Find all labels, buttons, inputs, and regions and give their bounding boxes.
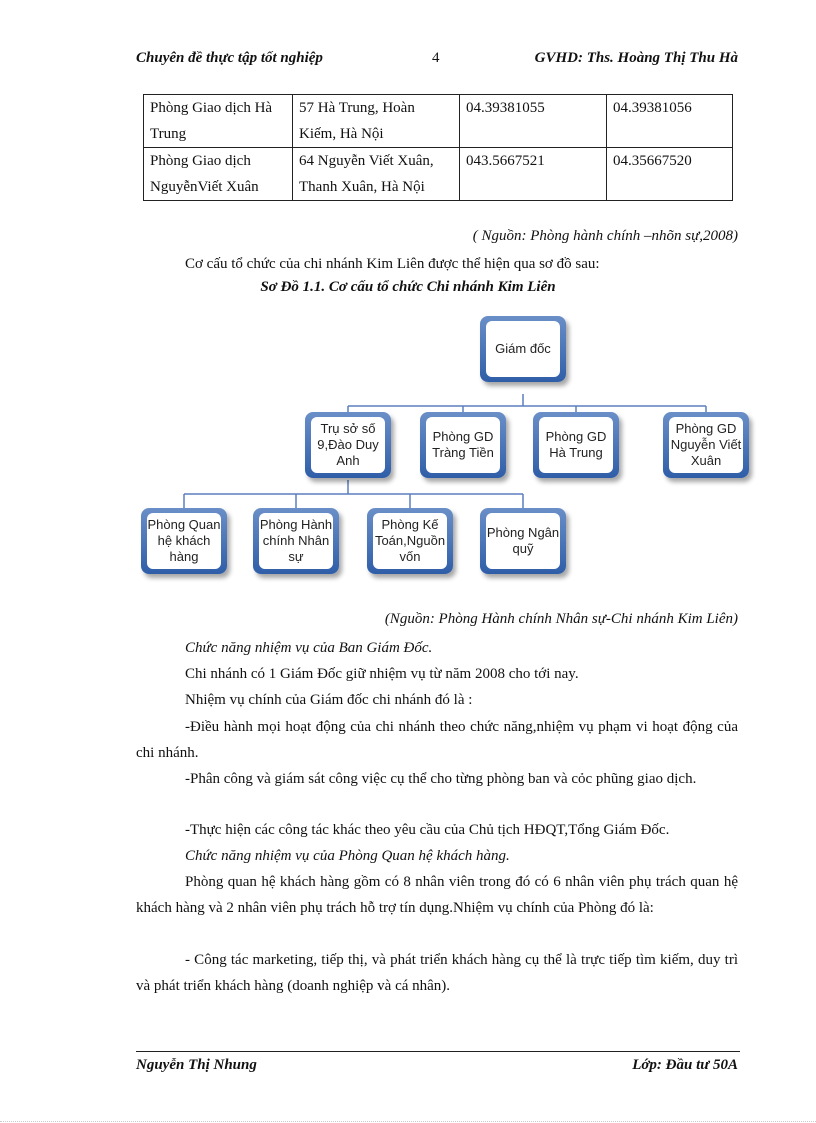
- footer-divider: [136, 1051, 740, 1052]
- paragraph: Chi nhánh có 1 Giám Đốc giữ nhiệm vụ từ năm 2008 cho tới nay.: [185, 666, 579, 682]
- paragraph: Phòng quan hệ khách hàng gồm có 8 nhân viên trong đó có 6 nhân viên phụ trách quan hệ khách hàng và 2 nhân viên phụ trách hỗ trợ tín dụng.Nhiệm vụ chính của Phòng đó là:: [136, 874, 738, 916]
- org-chart: [130, 312, 770, 592]
- header-supervisor: GVHD: Ths. Hoàng Thị Thu Hà: [534, 50, 738, 66]
- section-heading: Chức năng nhiệm vụ của Ban Giám Đốc.: [185, 640, 433, 656]
- table-cell: 04.39381055: [460, 95, 607, 148]
- table-cell: Phòng Giao dịch Hà Trung: [144, 95, 293, 148]
- page-edge-divider: [0, 1121, 816, 1122]
- page-footer: [136, 1057, 738, 1077]
- paragraph: -Phân công và giám sát công việc cụ thể cho từng phòng ban và cỏc phũng giao dịch.: [185, 771, 697, 787]
- table-cell: Phòng Giao dịch NguyễnViết Xuân: [144, 148, 293, 201]
- diagram-source: (Nguồn: Phòng Hành chính Nhân sự-Chi nhánh Kim Liên): [384, 611, 738, 627]
- page-number: 4: [432, 50, 440, 66]
- table-row: [144, 148, 733, 201]
- table-cell: 04.35667520: [607, 148, 733, 201]
- table-cell: 64 Nguyễn Viết Xuân, Thanh Xuân, Hà Nội: [293, 148, 460, 201]
- org-node-accounting: [367, 508, 453, 574]
- org-node-label: Phòng Kế Toán,Nguồn vốn: [373, 513, 447, 569]
- org-node-label: Phòng GD Nguyễn Viết Xuân: [669, 417, 743, 473]
- org-node-ha-trung: [533, 412, 619, 478]
- paragraph: Nhiệm vụ chính của Giám đốc chi nhánh đó là :: [185, 692, 473, 708]
- page-header: [136, 50, 738, 70]
- org-node-nguyen-viet-xuan: [663, 412, 749, 478]
- footer-author: Nguyễn Thị Nhung: [136, 1057, 257, 1073]
- paragraph: -Điều hành mọi hoạt động của chi nhánh theo chức năng,nhiệm vụ phạm vi hoạt động của chi nhánh.: [136, 719, 738, 761]
- paragraph: - Công tác marketing, tiếp thị, và phát triển khách hàng cụ thể là trực tiếp tìm kiếm, duy trì và phát triển khách hàng (doanh nghiệp và cá nhân).: [136, 952, 738, 994]
- org-node-trang-tien: [420, 412, 506, 478]
- org-node-treasury: [480, 508, 566, 574]
- table-cell: 57 Hà Trung, Hoàn Kiếm, Hà Nội: [293, 95, 460, 148]
- header-title: Chuyên đề thực tập tốt nghiệp: [136, 50, 323, 66]
- diagram-title: Sơ Đồ 1.1. Cơ cấu tổ chức Chi nhánh Kim Liên: [260, 279, 556, 295]
- org-node-label: Giám đốc: [486, 321, 560, 377]
- org-node-label: Phòng GD Hà Trung: [539, 417, 613, 473]
- org-node-label: Trụ sở số 9,Đào Duy Anh: [311, 417, 385, 473]
- org-node-label: Phòng Ngân quỹ: [486, 513, 560, 569]
- paragraph: -Thực hiện các công tác khác theo yêu cầu của Chủ tịch HĐQT,Tổng Giám Đốc.: [185, 822, 670, 838]
- table-cell: 04.39381056: [607, 95, 733, 148]
- table-source: ( Nguồn: Phòng hành chính –nhõn sự,2008): [472, 228, 738, 244]
- org-node-customer-relations: [141, 508, 227, 574]
- org-node-label: Phòng Quan hệ khách hàng: [147, 513, 221, 569]
- org-node-director: [480, 316, 566, 382]
- org-node-administration-hr: [253, 508, 339, 574]
- org-node-label: Phòng Hành chính Nhân sự: [259, 513, 333, 569]
- table-row: [144, 95, 733, 148]
- table-cell: 043.5667521: [460, 148, 607, 201]
- diagram-intro: Cơ cấu tổ chức của chi nhánh Kim Liên được thể hiện qua sơ đồ sau:: [185, 256, 600, 272]
- section-heading: Chức năng nhiệm vụ của Phòng Quan hệ khách hàng.: [185, 848, 510, 864]
- org-node-headquarters: [305, 412, 391, 478]
- org-node-label: Phòng GD Tràng Tiền: [426, 417, 500, 473]
- branch-table: [143, 94, 733, 201]
- footer-class: Lớp: Đầu tư 50A: [632, 1057, 738, 1073]
